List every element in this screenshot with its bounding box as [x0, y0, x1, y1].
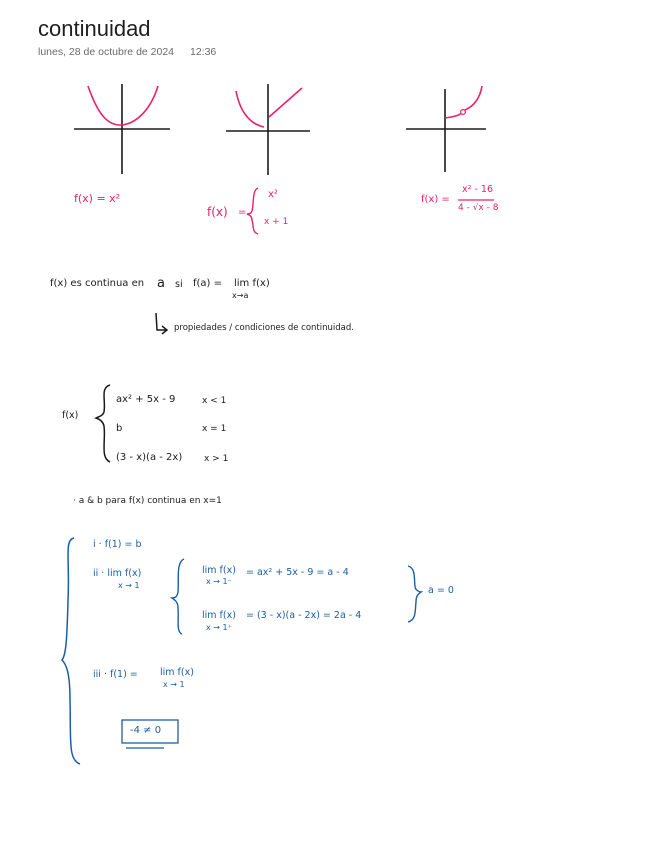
- example3-denominator: 4 - √x - 8: [458, 203, 499, 213]
- piecewise-row2-expr: b: [116, 423, 123, 434]
- brace-limits: [172, 559, 184, 634]
- definition-limit-sub: x→a: [232, 291, 249, 300]
- page-title: continuidad: [38, 16, 151, 41]
- definition-limit: lim f(x): [234, 278, 270, 289]
- example2-equals: =: [238, 207, 247, 218]
- definition-fa: f(a) =: [193, 278, 223, 289]
- brace-solution: [62, 538, 80, 764]
- piecewise-row2-cond: x = 1: [202, 424, 227, 434]
- step-iii: iii · f(1) =: [93, 669, 138, 680]
- brace-piecewise: [96, 385, 110, 462]
- example3-fx: f(x) =: [421, 194, 450, 205]
- definition-a: a: [157, 276, 165, 291]
- example2-fx: f(x): [207, 205, 228, 219]
- step-ii-sub: x → 1: [118, 581, 140, 590]
- piecewise-row3-cond: x > 1: [204, 454, 229, 464]
- step-i: i · f(1) = b: [93, 539, 142, 550]
- boxed-result: -4 ≠ 0: [130, 725, 162, 736]
- piecewise-row1-expr: ax² + 5x - 9: [116, 394, 176, 405]
- task-statement: · a & b para f(x) continua en x=1: [73, 496, 222, 506]
- example2-case1: x²: [268, 189, 278, 200]
- definition-si: si: [175, 279, 183, 290]
- example3-numerator: x² - 16: [462, 184, 493, 195]
- right-limit-sub: x → 1⁺: [206, 623, 232, 632]
- arrow-note: propiedades / condiciones de continuidad.: [174, 323, 354, 333]
- graph-parabola: [74, 84, 170, 174]
- result-a: a = 0: [428, 585, 454, 596]
- piecewise-row3-expr: (3 - x)(a - 2x): [116, 452, 183, 463]
- left-limit-sub: x → 1⁻: [206, 577, 232, 586]
- piecewise-row1-cond: x < 1: [202, 396, 227, 406]
- page-time: 12:36: [190, 46, 217, 58]
- example2-case2: x + 1: [264, 217, 289, 227]
- step-ii: ii · lim f(x): [93, 568, 142, 579]
- piecewise-fx: f(x): [62, 410, 79, 421]
- brace-example2: [247, 188, 258, 234]
- left-limit: lim f(x): [202, 565, 236, 576]
- brace-result: [408, 566, 421, 622]
- graph-removable-discontinuity: [406, 86, 486, 172]
- definition-text: f(x) es continua en: [50, 278, 145, 289]
- example1-function: f(x) = x²: [74, 192, 121, 205]
- arrow-note-icon: [156, 313, 167, 334]
- page-date: lunes, 28 de octubre de 2024: [38, 46, 175, 58]
- left-limit-result: = ax² + 5x - 9 = a - 4: [246, 567, 349, 578]
- right-limit-result: = (3 - x)(a - 2x) = 2a - 4: [246, 610, 362, 621]
- right-limit: lim f(x): [202, 610, 236, 621]
- graph-piecewise: [226, 84, 310, 175]
- step-iii-sub: x → 1: [163, 680, 185, 689]
- step-iii-limit: lim f(x): [160, 667, 194, 678]
